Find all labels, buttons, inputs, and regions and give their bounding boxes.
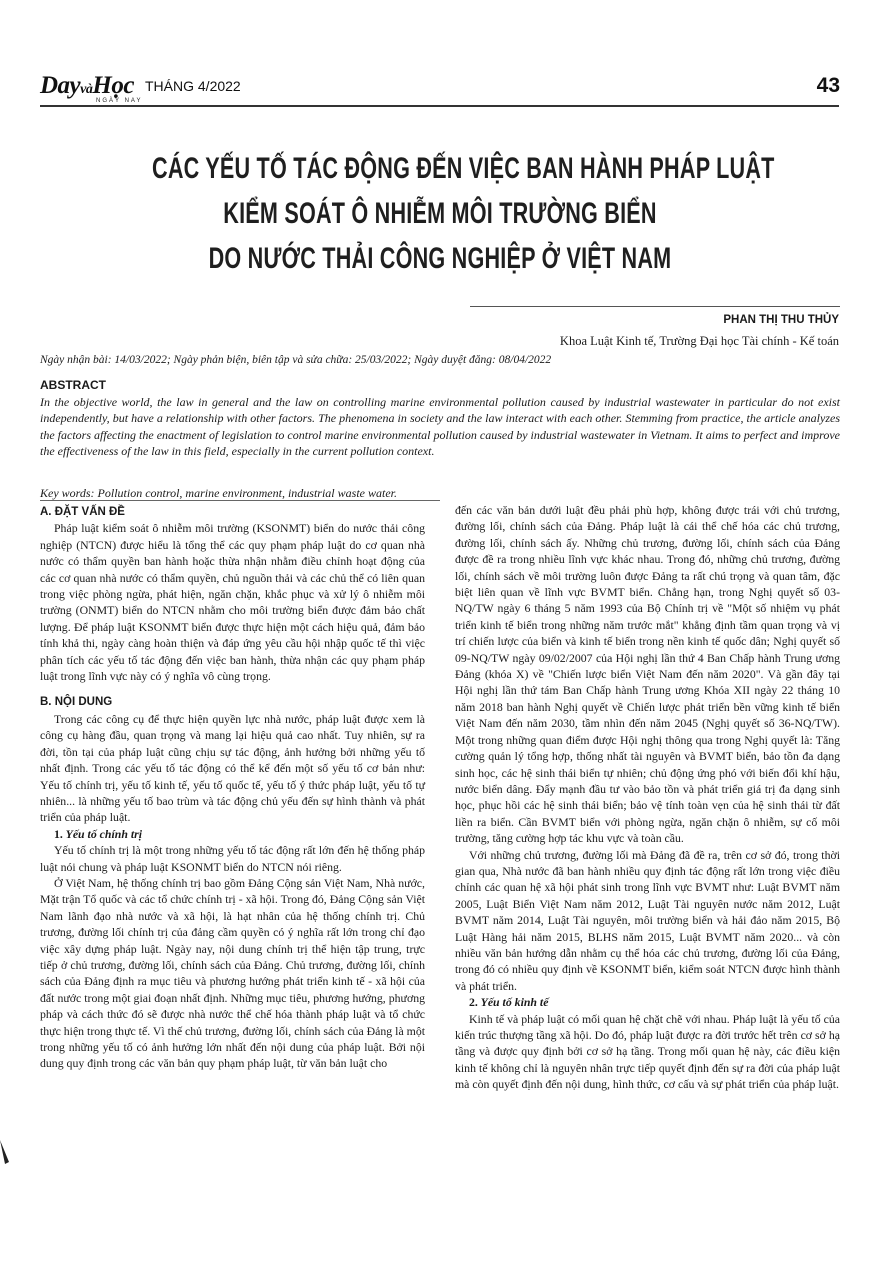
page-header [40,72,840,106]
paragraph: Kinh tế và pháp luật có mối quan hệ chặt chẽ với nhau. Pháp luật là yếu tố của kiến trúc thượng tầng xã hội. Do đó, pháp luật được ra đời trước hết trên cơ sở hạ tầng và được quy định bởi cơ sở hạ tầng. Trong mối quan hệ này, các điều kiện kinh tế không chỉ là nguyên nhân trực tiếp quyết định đến sự ra đời của pháp luật mà còn quyết định đến nội dung, hình thức, cơ cấu và sự phát triển của pháp luật. [455,1011,840,1092]
article-title [152,146,775,281]
submission-dates: Ngày nhận bài: 14/03/2022; Ngày phản biện, biên tập và sửa chữa: 25/03/2022; Ngày duyệt đăng: 08/04/2022 [40,354,552,366]
section-heading-a: A. ĐẶT VẤN ĐỀ [40,506,125,518]
paragraph: đến các văn bản dưới luật đều phải phù hợp, không được trái với chủ trương, đường lối, chính sách của Đảng. Pháp luật là cái thể chế hóa các chủ trương, đường lối, chính sách ấy. Những chủ trương, đường lối, chính sách của Đảng được đề ra trong nhiều lĩnh vực khác nhau. Trong đó, những chủ trương, đường lối, chính sách về môi trường luôn được Đảng ta rất chú trọng và quan tâm, đặc biệt liên quan về lĩnh vực BVMT biển. Chẳng hạn, trong Nghị quyết số 03-NQ/TW ngày 6 tháng 5 năm 1993 của Bộ Chính trị về "Một số nhiệm vụ phát triển kinh tế biển trong những năm trước mắt" khẳng định tầm quan trọng và vị trí chiến lược của biển và kinh tế biển trong nền kinh tế quốc dân; Nghị quyết số 09-NQ/TW ngày 09/02/2007 của Hội nghị lần thứ 4 Ban Chấp hành Trung ương Đảng (khóa X) về "Chiến lược biển Việt Nam đến năm 2020". Và gần đây tại Hội nghị lần thứ tám Ban Chấp hành Trung ương Khóa XII ngày 22 tháng 10 năm 2018 ban hành Nghị quyết về Chiến lược phát triển bền vững kinh tế biển Việt Nam đến năm 2030, tầm nhìn đến năm 2045 (Nghị quyết số 36-NQ/TW). Một trong những quan điểm được Hội nghị thông qua trong Nghị quyết là: Tăng cường quản lý tổng hợp, thống nhất tài nguyên và BVMT biển, bảo tồn đa dạng sinh học, các hệ sinh thái biển tự nhiên; chủ động ứng phó với biến đổi khí hậu, nước biển dâng. Đẩy mạnh đầu tư vào bảo tồn và phát triển giá trị đa dạng sinh học, phục hồi các hệ sinh thái biển; bảo vệ tính toàn vẹn của hệ sinh thái từ đất liền ra biển. Cần BVMT biển với phòng ngừa, ngăn chặn ô nhiễm, sự cố môi trường, tăng cường hợp tác khu vực và toàn cầu. [455,503,840,846]
abstract-divider [40,500,440,501]
issue-date: THÁNG 4/2022 [145,78,241,94]
author-divider [470,306,840,307]
author-affiliation: Khoa Luật Kinh tế, Trường Đại học Tài chính - Kế toán [559,334,839,348]
section-heading-b: B. NỘI DUNG [40,696,113,709]
title-line-1: CÁC YẾU TỐ TÁC ĐỘNG ĐẾN VIỆC BAN HÀNH PHÁP LUẬT [152,152,775,185]
paragraph: Với những chủ trương, đường lối mà Đảng đã đề ra, trên cơ sở đó, trong thời gian qua, Nhà nước đã ban hành nhiều quy định tác động rất lớn trong việc điều chỉnh các quan hệ xã hội phát sinh trong lĩnh vực BVMT như: Luật BVMT năm 2005, Luật Biển Việt Nam năm 2012, Luật Tài nguyên nước năm 2012, Luật BVMT năm 2014, Luật Tài nguyên, môi trường biển và hải đảo năm 2015, Bộ Luật Hàng hải năm 2015, BLHS năm 2015, Luật BVMT năm 2020... và còn nhiều văn bản hướng dẫn nhằm cụ thể hóa các chủ trương, đường lối của Đảng, trong đó có nhiều quy định về KSONMT biển, kiểm soát NTCN được hình thành và phát triển. [455,847,840,993]
title-line-2: KIỂM SOÁT Ô NHIỄM MÔI TRƯỜNG BIỂN [223,197,657,230]
left-column [40,502,425,1072]
journal-logo-subtitle: NGÀY NAY [96,98,143,104]
paragraph: Ở Việt Nam, hệ thống chính trị bao gồm Đảng Cộng sản Việt Nam, Nhà nước, Mặt trận Tổ quốc và các tổ chức chính trị - xã hội. Trong đó, Đảng Cộng sản Việt Nam lãnh đạo nhà nước và xã hội, là hạt nhân của hệ thống chính trị. Chủ trương, đường lối chính trị của đảng cầm quyền có ý nghĩa rất lớn trong chỉ đạo việc xây dựng pháp luật. Ngày nay, nội dung chính trị thể hiện tập trung, trực tiếp ở chủ trương, đường lối, chính sách của Đảng. Chủ trương, đường lối, chính sách của Đảng định ra mục tiêu và phương hướng phát triển kinh tế - xã hội của đất nước trong một giai đoạn nhất định. Những mục tiêu, phương hướng, phương pháp và cách thức đó sẽ được nhà nước thể chế hóa thành pháp luật và tổ chức thực hiện trong thực tế. Vì thế chủ trương, đường lối, chính sách của Đảng là một trong những yếu tố có ảnh hưởng lớn nhất đến nội dung của pháp luật. Bởi nội dung quy định trong các văn bản quy phạm pháp luật, từ văn bản luật cho [40,875,425,1071]
page-number: 43 [816,74,840,97]
header-divider [40,105,839,107]
right-column [455,502,840,1093]
paragraph: Yếu tố chính trị là một trong những yếu tố tác động rất lớn đến hệ thống pháp luật nói chung và pháp luật KSONMT biển do NTCN nói riêng. [40,843,425,874]
author-name: PHAN THỊ THU THỦY [723,314,839,326]
section-spacer [40,684,425,692]
paragraph: Trong các công cụ để thực hiện quyền lực nhà nước, pháp luật được xem là công cụ hàng đầu, quan trọng và mang lại hiệu quả cao nhất. Tuy nhiên, sự ra đời, tồn tại của pháp luật cũng chịu sự tác động, ảnh hưởng bởi những yếu tố nhất định. Trong các yếu tố tác động có thể kể đến một số yếu tố cơ bản như: Yếu tố chính trị, yếu tố kinh tế, yếu tố quốc tế, yếu tố ý thức pháp luật, yếu tố tự nhiên... là những yếu tố bao trùm và tác động chủ yếu đến sự hình thành và phát triển của pháp luật. [40,711,425,825]
keywords: Key words: Pollution control, marine environment, industrial waste water. [40,486,397,500]
title-line-3: DO NƯỚC THẢI CÔNG NGHIỆP Ở VIỆT NAM [208,242,672,275]
subsection-heading-2: 2. Yếu tố kinh tế [469,995,549,1010]
paragraph: Pháp luật kiểm soát ô nhiễm môi trường (KSONMT) biển do nước thải công nghiệp (NTCN) được hiểu là tổng thể các quy phạm pháp luật do cơ quan nhà nước có thẩm quyền ban hành hoặc thừa nhận nhằm điều chỉnh hoạt động của các cơ quan nhà nước có thẩm quyền, chủ nguồn thải và các chủ thể có liên quan trong việc phòng ngừa, phát hiện, ngăn chặn, khắc phục và xử lý ô nhiễm môi trường (ONMT) biển do NTCN nhằm cho môi trường biển được đảm bảo chất lượng. Để pháp luật KSONMT biển được thực hiện một cách hiệu quả, đảm bảo tính khả thi, ngày càng hoàn thiện và đáp ứng yêu cầu hội nhập quốc tế thì việc phân tích các yếu tố tác động đến việc ban hành, thừa nhận các quy phạm pháp luật trong lĩnh vực này có ý nghĩa vô cùng trọng. [40,521,425,684]
abstract-heading: ABSTRACT [40,378,106,392]
subsection-heading-1: 1. Yếu tố chính trị [54,826,142,841]
journal-logo: DayvàHọc [40,72,134,99]
abstract-body: In the objective world, the law in general and the law on controlling marine environmental pollution caused by industrial wastewater in particular do not exist independently, but have a relationship with other factors. The phenomena in society and the law interact with each other. Stemming from practice, the article analyzes the factors affecting the enactment of legislation to control marine environmental pollution caused by industrial wastewater in Vietnam. It aims to perfect and improve the effectiveness of the law in this field, especially in the current pollution context. [40,395,840,458]
scan-edge-mark [0,1140,12,1170]
